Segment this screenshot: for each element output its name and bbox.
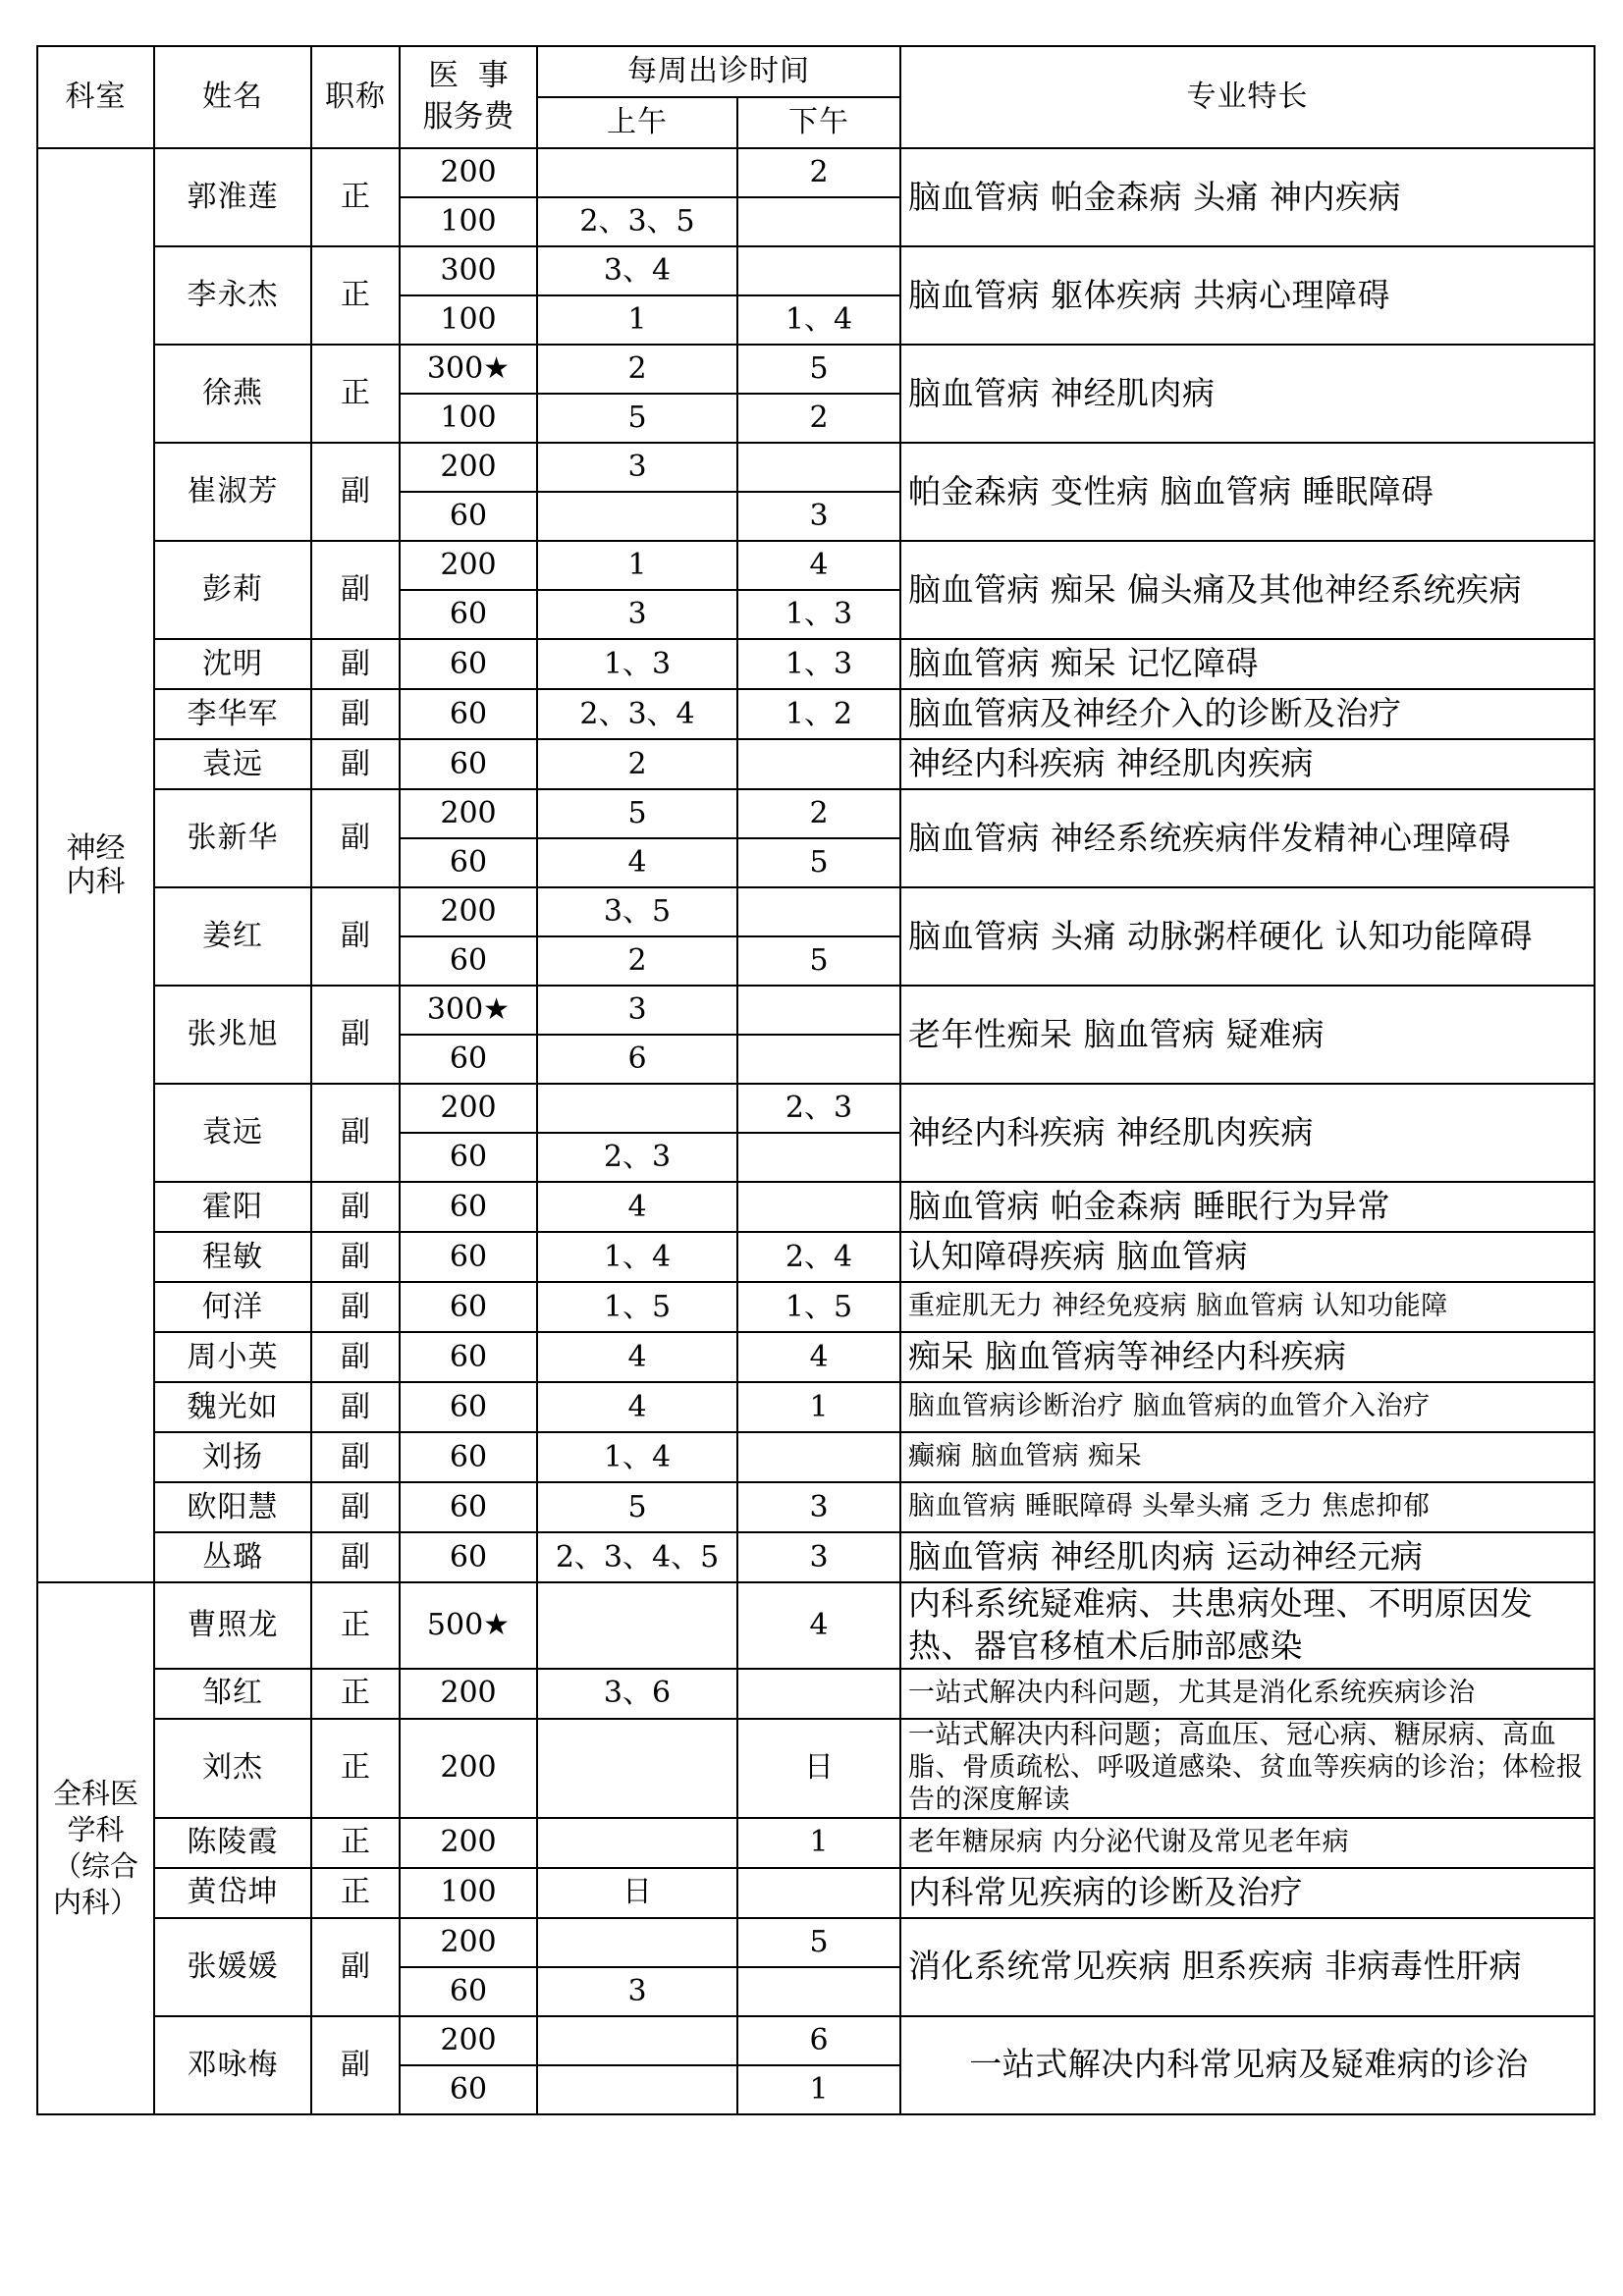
table-row: [37, 739, 1595, 789]
fee-cell: 60: [400, 1182, 537, 1232]
fee-cell: 60: [400, 936, 537, 986]
fee-cell: 200: [400, 789, 537, 838]
am-slots: 4: [537, 1382, 737, 1432]
doctor-title: 正: [311, 345, 400, 443]
am-slots: 1、3: [537, 639, 737, 689]
pm-slots: 1、2: [737, 689, 900, 739]
pm-slots: 3: [737, 1482, 900, 1532]
fee-cell: 60: [400, 739, 537, 789]
doctor-name: 崔淑芳: [154, 443, 311, 541]
doctor-name: 黄岱坤: [154, 1868, 311, 1918]
doctor-title: 副: [311, 639, 400, 689]
doctor-title: 正: [311, 148, 400, 246]
pm-slots: [737, 443, 900, 492]
am-slots: 3、6: [537, 1669, 737, 1719]
table-row: [37, 1582, 1595, 1669]
fee-cell: 60: [400, 1432, 537, 1482]
doctor-name: 刘杰: [154, 1719, 311, 1818]
specialty: 帕金森病 变性病 脑血管病 睡眠障碍: [900, 443, 1595, 541]
am-slots: 2、3、4: [537, 689, 737, 739]
pm-slots: 4: [737, 541, 900, 590]
table-row: [37, 1918, 1595, 1967]
fee-cell: 300★: [400, 345, 537, 394]
doctor-title: 副: [311, 887, 400, 986]
am-slots: [537, 1918, 737, 1967]
am-slots: [537, 1084, 737, 1133]
table-row: [37, 246, 1595, 295]
specialty: 神经内科疾病 神经肌肉疾病: [900, 1084, 1595, 1182]
pm-slots: 2: [737, 789, 900, 838]
doctor-title: 副: [311, 1918, 400, 2016]
fee-cell: 200: [400, 1818, 537, 1868]
fee-cell: 60: [400, 1967, 537, 2016]
pm-slots: 2: [737, 394, 900, 443]
doctor-title: 副: [311, 789, 400, 887]
am-slots: [537, 148, 737, 197]
table-row: [37, 1382, 1595, 1432]
table-row: [37, 789, 1595, 838]
pm-slots: [737, 1669, 900, 1719]
fee-cell: 60: [400, 1532, 537, 1582]
am-slots: [537, 1719, 737, 1818]
am-slots: 2、3、4、5: [537, 1532, 737, 1582]
schedule-table: [36, 45, 1596, 2115]
pm-slots: [737, 1432, 900, 1482]
specialty: 消化系统常见疾病 胆系疾病 非病毒性肝病: [900, 1918, 1595, 2016]
fee-cell: 200: [400, 443, 537, 492]
specialty: 脑血管病 痴呆 记忆障碍: [900, 639, 1595, 689]
specialty: 脑血管病 神经肌肉病: [900, 345, 1595, 443]
doctor-title: 正: [311, 1868, 400, 1918]
header-weekly: 每周出诊时间: [537, 46, 900, 97]
pm-slots: 5: [737, 838, 900, 887]
fee-cell: 500★: [400, 1582, 537, 1669]
doctor-title: 正: [311, 1719, 400, 1818]
pm-slots: [737, 1868, 900, 1918]
specialty: 脑血管病 神经肌肉病 运动神经元病: [900, 1532, 1595, 1582]
pm-slots: [737, 246, 900, 295]
pm-slots: 1: [737, 1818, 900, 1868]
doctor-name: 彭莉: [154, 541, 311, 639]
am-slots: 5: [537, 789, 737, 838]
pm-slots: 1、4: [737, 295, 900, 345]
am-slots: 6: [537, 1035, 737, 1084]
table-row: [37, 1482, 1595, 1532]
dept-neurology: 神经 内科: [37, 148, 154, 1582]
doctor-title: 副: [311, 1532, 400, 1582]
specialty: 脑血管病诊断治疗 脑血管病的血管介入治疗: [900, 1382, 1595, 1432]
doctor-name: 姜红: [154, 887, 311, 986]
fee-cell: 200: [400, 1669, 537, 1719]
specialty: 痴呆 脑血管病等神经内科疾病: [900, 1332, 1595, 1382]
header-dept: 科室: [37, 46, 154, 148]
pm-slots: 1: [737, 2065, 900, 2114]
am-slots: 5: [537, 1482, 737, 1532]
am-slots: 3: [537, 443, 737, 492]
specialty: 认知障碍疾病 脑血管病: [900, 1232, 1595, 1282]
specialty: 一站式解决内科问题；高血压、冠心病、糖尿病、高血脂、骨质疏松、呼吸道感染、贫血等疾病的诊治；体检报告的深度解读: [900, 1719, 1595, 1818]
doctor-title: 副: [311, 986, 400, 1084]
am-slots: [537, 2065, 737, 2114]
doctor-name: 邓咏梅: [154, 2016, 311, 2114]
header-pm: 下午: [737, 97, 900, 148]
table-row: [37, 1182, 1595, 1232]
doctor-name: 曹照龙: [154, 1582, 311, 1669]
pm-slots: [737, 887, 900, 936]
doctor-name: 魏光如: [154, 1382, 311, 1432]
doctor-title: 正: [311, 246, 400, 345]
am-slots: 3、4: [537, 246, 737, 295]
table-row: [37, 1532, 1595, 1582]
doctor-title: 副: [311, 1482, 400, 1532]
specialty: 脑血管病 睡眠障碍 头晕头痛 乏力 焦虑抑郁: [900, 1482, 1595, 1532]
doctor-name: 欧阳慧: [154, 1482, 311, 1532]
doctor-title: 正: [311, 1582, 400, 1669]
table-row: [37, 1282, 1595, 1332]
fee-cell: 100: [400, 1868, 537, 1918]
am-slots: 1: [537, 295, 737, 345]
fee-cell: 100: [400, 394, 537, 443]
doctor-name: 袁远: [154, 739, 311, 789]
fee-cell: 60: [400, 1482, 537, 1532]
am-slots: 2: [537, 936, 737, 986]
specialty: 脑血管病 帕金森病 睡眠行为异常: [900, 1182, 1595, 1232]
pm-slots: [737, 1967, 900, 2016]
doctor-title: 正: [311, 1818, 400, 1868]
fee-cell: 60: [400, 1332, 537, 1382]
am-slots: [537, 1818, 737, 1868]
doctor-name: 李华军: [154, 689, 311, 739]
pm-slots: 6: [737, 2016, 900, 2065]
doctor-title: 副: [311, 689, 400, 739]
doctor-name: 张新华: [154, 789, 311, 887]
am-slots: 4: [537, 838, 737, 887]
table-row: [37, 1332, 1595, 1382]
table-row: [37, 345, 1595, 394]
am-slots: 3、5: [537, 887, 737, 936]
table-row: [37, 148, 1595, 197]
doctor-title: 副: [311, 1382, 400, 1432]
pm-slots: 1、3: [737, 639, 900, 689]
pm-slots: [737, 1035, 900, 1084]
doctor-title: 正: [311, 1669, 400, 1719]
am-slots: 日: [537, 1868, 737, 1918]
doctor-name: 袁远: [154, 1084, 311, 1182]
am-slots: 5: [537, 394, 737, 443]
pm-slots: 1、5: [737, 1282, 900, 1332]
specialty: 老年性痴呆 脑血管病 疑难病: [900, 986, 1595, 1084]
doctor-title: 副: [311, 443, 400, 541]
am-slots: 3: [537, 986, 737, 1035]
header-am: 上午: [537, 97, 737, 148]
am-slots: 3: [537, 1967, 737, 2016]
fee-cell: 200: [400, 2016, 537, 2065]
specialty: 脑血管病 痴呆 偏头痛及其他神经系统疾病: [900, 541, 1595, 639]
specialty: 神经内科疾病 神经肌肉疾病: [900, 739, 1595, 789]
pm-slots: 3: [737, 1532, 900, 1582]
doctor-title: 副: [311, 1332, 400, 1382]
table-row: [37, 541, 1595, 590]
fee-cell: 60: [400, 2065, 537, 2114]
pm-slots: [737, 197, 900, 246]
header-row-1: [37, 46, 1595, 97]
doctor-name: 沈明: [154, 639, 311, 689]
specialty: 老年糖尿病 内分泌代谢及常见老年病: [900, 1818, 1595, 1868]
am-slots: [537, 2016, 737, 2065]
fee-cell: 60: [400, 590, 537, 639]
fee-cell: 60: [400, 689, 537, 739]
table-row: [37, 1669, 1595, 1719]
specialty: 一站式解决内科常见病及疑难病的诊治: [900, 2016, 1595, 2114]
doctor-title: 副: [311, 1282, 400, 1332]
am-slots: 4: [537, 1332, 737, 1382]
specialty: 脑血管病及神经介入的诊断及治疗: [900, 689, 1595, 739]
fee-cell: 300★: [400, 986, 537, 1035]
doctor-title: 副: [311, 541, 400, 639]
table-row: [37, 1818, 1595, 1868]
doctor-name: 李永杰: [154, 246, 311, 345]
specialty: 重症肌无力 神经免疫病 脑血管病 认知功能障: [900, 1282, 1595, 1332]
doctor-title: 副: [311, 1084, 400, 1182]
specialty: 脑血管病 头痛 动脉粥样硬化 认知功能障碍: [900, 887, 1595, 986]
am-slots: 1、4: [537, 1432, 737, 1482]
fee-cell: 100: [400, 197, 537, 246]
am-slots: 3: [537, 590, 737, 639]
table-row: [37, 887, 1595, 936]
fee-cell: 200: [400, 887, 537, 936]
fee-cell: 60: [400, 838, 537, 887]
table-row: [37, 689, 1595, 739]
am-slots: 2: [537, 739, 737, 789]
specialty: 脑血管病 躯体疾病 共病心理障碍: [900, 246, 1595, 345]
doctor-name: 张媛媛: [154, 1918, 311, 2016]
dept-general-medicine: 全科医 学科 （综合 内科）: [37, 1582, 154, 2114]
pm-slots: 5: [737, 1918, 900, 1967]
pm-slots: 1: [737, 1382, 900, 1432]
am-slots: 1: [537, 541, 737, 590]
am-slots: 2: [537, 345, 737, 394]
am-slots: 4: [537, 1182, 737, 1232]
fee-cell: 60: [400, 1382, 537, 1432]
specialty: 脑血管病 神经系统疾病伴发精神心理障碍: [900, 789, 1595, 887]
table-row: [37, 1084, 1595, 1133]
pm-slots: 2、4: [737, 1232, 900, 1282]
specialty: 内科常见疾病的诊断及治疗: [900, 1868, 1595, 1918]
fee-cell: 200: [400, 1918, 537, 1967]
header-specialty: 专业特长: [900, 46, 1595, 148]
doctor-name: 何洋: [154, 1282, 311, 1332]
pm-slots: 日: [737, 1719, 900, 1818]
doctor-name: 陈陵霞: [154, 1818, 311, 1868]
fee-cell: 60: [400, 1232, 537, 1282]
fee-cell: 60: [400, 1282, 537, 1332]
doctor-name: 郭淮莲: [154, 148, 311, 246]
specialty: 内科系统疑难病、共患病处理、不明原因发热、器官移植术后肺部感染: [900, 1582, 1595, 1669]
table-row: [37, 986, 1595, 1035]
doctor-name: 刘扬: [154, 1432, 311, 1482]
header-title: 职称: [311, 46, 400, 148]
fee-cell: 60: [400, 1035, 537, 1084]
am-slots: 1、5: [537, 1282, 737, 1332]
pm-slots: 2、3: [737, 1084, 900, 1133]
doctor-title: 副: [311, 2016, 400, 2114]
schedule-body: [37, 46, 1595, 2114]
specialty: 脑血管病 帕金森病 头痛 神内疾病: [900, 148, 1595, 246]
pm-slots: [737, 1133, 900, 1182]
pm-slots: [737, 986, 900, 1035]
doctor-title: 副: [311, 1182, 400, 1232]
pm-slots: 4: [737, 1332, 900, 1382]
doctor-name: 徐燕: [154, 345, 311, 443]
doctor-name: 程敏: [154, 1232, 311, 1282]
doctor-name: 丛璐: [154, 1532, 311, 1582]
table-row: [37, 1432, 1595, 1482]
doctor-name: 张兆旭: [154, 986, 311, 1084]
doctor-title: 副: [311, 1432, 400, 1482]
fee-cell: 60: [400, 492, 537, 541]
pm-slots: [737, 739, 900, 789]
am-slots: 2、3、5: [537, 197, 737, 246]
header-fee: 医 事 服务费: [400, 46, 537, 148]
am-slots: 1、4: [537, 1232, 737, 1282]
doctor-name: 霍阳: [154, 1182, 311, 1232]
specialty: 一站式解决内科问题，尤其是消化系统疾病诊治: [900, 1669, 1595, 1719]
fee-cell: 60: [400, 1133, 537, 1182]
fee-cell: 60: [400, 639, 537, 689]
pm-slots: [737, 1182, 900, 1232]
table-row: [37, 2016, 1595, 2065]
am-slots: 2、3: [537, 1133, 737, 1182]
am-slots: [537, 492, 737, 541]
fee-cell: 200: [400, 541, 537, 590]
table-row: [37, 443, 1595, 492]
pm-slots: 5: [737, 345, 900, 394]
fee-cell: 300: [400, 246, 537, 295]
doctor-title: 副: [311, 1232, 400, 1282]
pm-slots: 2: [737, 148, 900, 197]
pm-slots: 4: [737, 1582, 900, 1669]
fee-cell: 200: [400, 1719, 537, 1818]
table-row: [37, 1868, 1595, 1918]
table-row: [37, 639, 1595, 689]
header-name: 姓名: [154, 46, 311, 148]
specialty: 癫痫 脑血管病 痴呆: [900, 1432, 1595, 1482]
doctor-name: 周小英: [154, 1332, 311, 1382]
pm-slots: 5: [737, 936, 900, 986]
doctor-title: 副: [311, 739, 400, 789]
am-slots: [537, 1582, 737, 1669]
fee-cell: 200: [400, 1084, 537, 1133]
pm-slots: 1、3: [737, 590, 900, 639]
fee-cell: 200: [400, 148, 537, 197]
table-row: [37, 1719, 1595, 1818]
doctor-name: 邹红: [154, 1669, 311, 1719]
pm-slots: 3: [737, 492, 900, 541]
fee-cell: 100: [400, 295, 537, 345]
table-row: [37, 1232, 1595, 1282]
